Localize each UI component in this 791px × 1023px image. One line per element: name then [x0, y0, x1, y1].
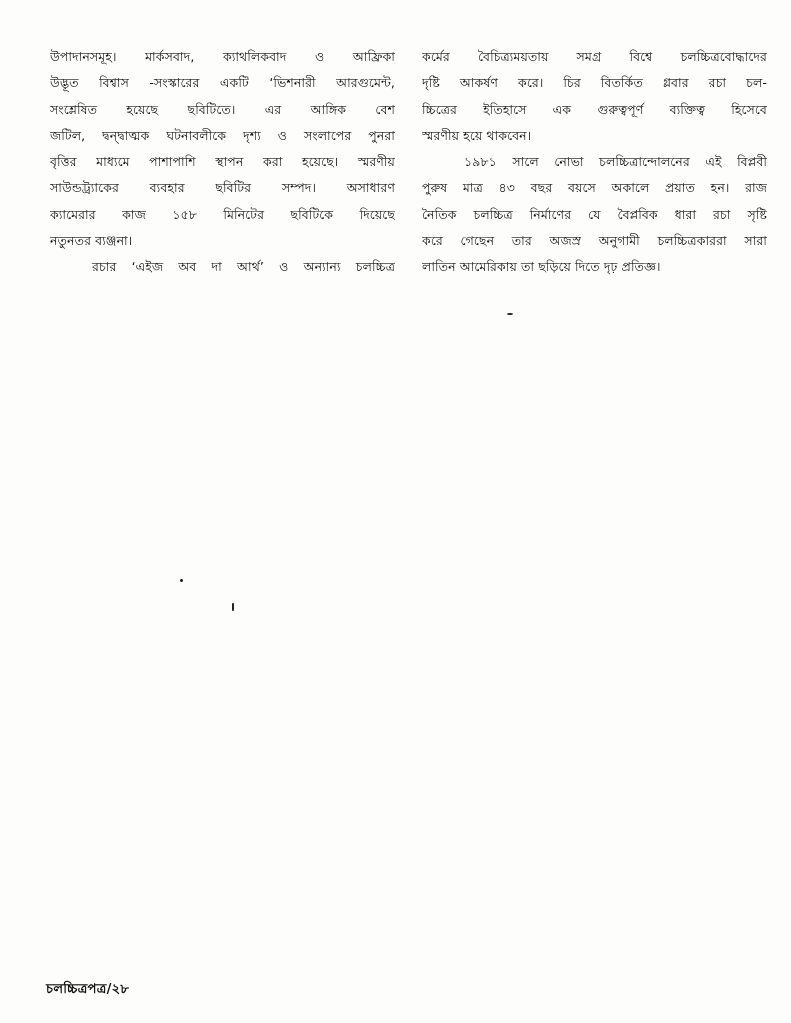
- text-line: সংশ্লেষিত হয়েছে ছবিটিতে। এর আঙ্গিক বেশ: [50, 101, 395, 117]
- scan-speck: [507, 313, 513, 315]
- text-line: দৃষ্টি আকর্ষণ করে। চির বিতর্কিত গ্লবার রচা চল-: [422, 75, 767, 91]
- text-line: বৃত্তির মাধ্যমে পাশাপাশি স্থাপন করা হয়েছে। স্মরণীয়: [50, 154, 395, 170]
- text-line: উদ্ভূত বিশ্বাস -সংস্কারের একটি ‘ভিশনারী আরগুমেন্ট,: [50, 75, 395, 91]
- left-text-column: [50, 44, 395, 281]
- right-text-column: [422, 44, 767, 281]
- scan-speck: [232, 603, 234, 611]
- text-line: নতুনতর ব্যঞ্জনা।: [50, 233, 133, 249]
- text-line: জটিল, দ্বন্দ্বাত্মক ঘটনাবলীকে দৃশ্য ও সংলাপের পুনরা: [50, 127, 395, 143]
- page-footer-label: চলচ্চিত্রপত্র/২৮: [46, 982, 130, 997]
- text-line: উপাদানসমূহ। মার্কসবাদ, ক্যাথলিকবাদ ও আফ্রিকা: [50, 49, 395, 64]
- text-line: ক্যামেরার কাজ ১৫৮ মিনিটের ছবিটিকে দিয়েছে: [50, 206, 395, 222]
- text-line: চ্চিত্রের ইতিহাসে এক গুরুত্বপূর্ণ ব্যক্তিত্ব হিসেবে: [422, 101, 767, 117]
- scan-speck: [180, 579, 183, 582]
- text-line: স্মরণীয় হয়ে থাকবেন।: [422, 127, 532, 143]
- text-line: কর্মের বৈচিত্র্যময়তায় সমগ্র বিশ্বে চলচ্চিত্রবোদ্ধাদের: [422, 49, 767, 64]
- text-line: পুরুষ মাত্র ৪৩ বছর বয়সে অকালে প্রয়াত হন। রাজ: [422, 180, 767, 196]
- text-line: করে গেছেন তার অজস্র অনুগামী চলচ্চিত্রকাররা সারা: [422, 233, 767, 249]
- text-line: নৈতিক চলচ্চিত্র নির্মাণের যে বৈপ্লবিক ধারা রচা সৃষ্টি: [422, 206, 767, 222]
- text-line: রচার ‘এইজ অব দা আর্থ’ ও অন্যান্য চলচ্চিত্র: [92, 259, 395, 275]
- text-line: লাতিন আমেরিকায় তা ছড়িয়ে দিতে দৃঢ় প্রতিজ্ঞ।: [422, 259, 661, 275]
- text-line: ১৯৮১ সালে নোভা চলচ্চিত্রান্দোলনের এই বিপ্লবী: [464, 154, 767, 170]
- text-line: সাউন্ডট্র্যাকের ব্যবহার ছবিটির সম্পদ। অসাধারণ: [50, 180, 395, 196]
